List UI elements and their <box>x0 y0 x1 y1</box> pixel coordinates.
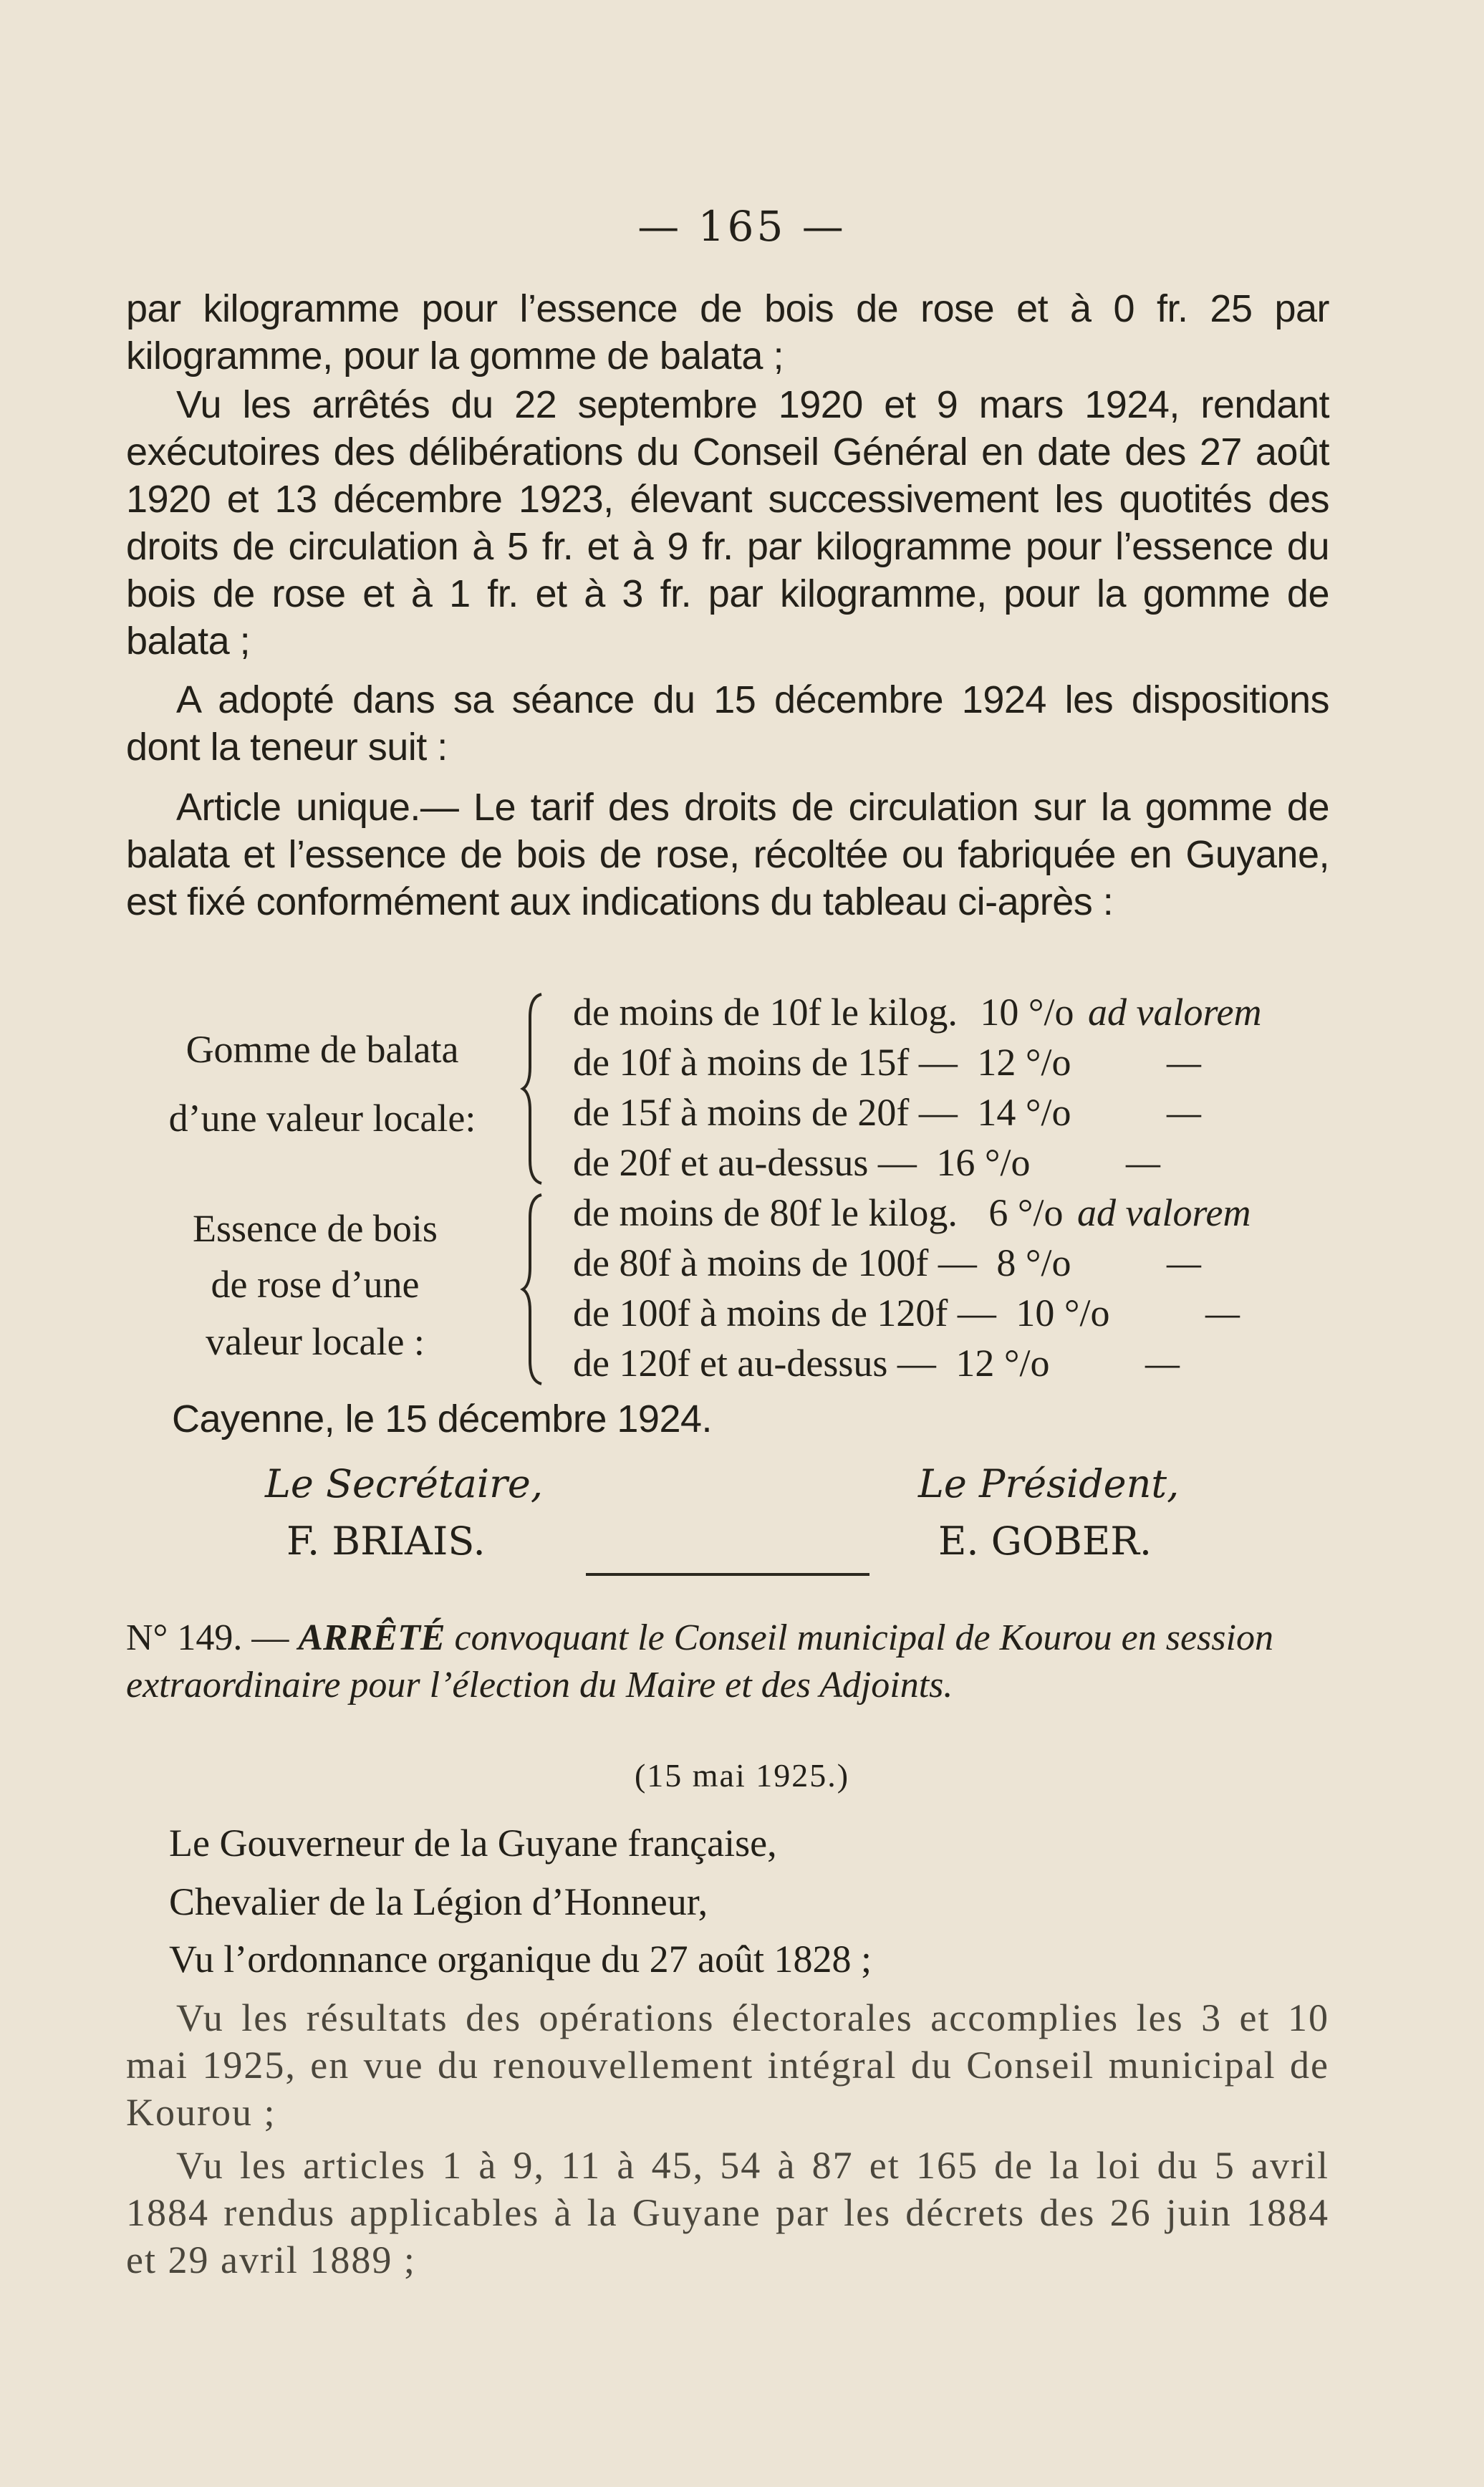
balata-row-4-note: — <box>1126 1141 1161 1184</box>
balata-brace-icon <box>520 988 549 1189</box>
balata-row-3-rate: 14 °/o <box>977 1091 1071 1134</box>
vu-resultats: Vu les résultats des opérations électorales accomplies les 3 et 10 mai 1925, en vue du renouvellement intégral du Conseil municipal de Kourou ; <box>126 1996 1329 2134</box>
rose-row-3-note: — <box>1205 1291 1240 1334</box>
balata-row-4 <box>573 1139 1160 1186</box>
tarif-balata <box>122 988 1339 1189</box>
rose-row-1 <box>573 1189 1251 1236</box>
balata-row-3-note: — <box>1167 1091 1202 1134</box>
rose-row-3 <box>573 1289 1240 1337</box>
rose-row-1-rate: 6 °/o <box>988 1191 1064 1234</box>
arrete-date: (15 mai 1925.) <box>634 1757 850 1794</box>
paragraph-vu-arretes: Vu les arrêtés du 22 septembre 1920 et 9 mars 1924, rendant exécutoires des délibérations du Conseil Général en date des 27 août 1920 et 13 décembre 1923, élevant successivement les quotités des droits de circulation à 5 fr. et à 9 fr. par kilogramme pour l’essence du bois de rose et à 1 fr. et à 3 fr. par kilogramme, pour la gomme de balata ; <box>126 383 1329 663</box>
balata-row-3 <box>573 1089 1201 1136</box>
balata-label-line2: d’une valeur locale: <box>168 1097 476 1140</box>
paragraph-adopte: A adopté dans sa séance du 15 décembre 1924 les dispositions dont la teneur suit : <box>126 678 1329 769</box>
balata-label-line1: Gomme de balata <box>186 1028 459 1071</box>
rose-row-2 <box>573 1239 1201 1286</box>
balata-row-2-text: de 10f à moins de 15f — <box>573 1041 958 1084</box>
balata-row-4-text: de 20f et au-dessus — <box>573 1141 917 1184</box>
paragraph-article-unique: Article unique.— Le tarif des droits de circulation sur la gomme de balata et l’essence de bois de rose, récoltée ou fabriquée en Guyane, est fixé conformément aux indications du tableau ci-après : <box>126 786 1329 923</box>
paragraph-kilogramme: par kilogramme pour l’essence de bois de rose et à 0 fr. 25 par kilogramme, pour la gomme de balata ; <box>126 287 1329 377</box>
rose-row-1-text: de moins de 80f le kilog. <box>573 1191 958 1234</box>
president-role: Le Président, <box>918 1461 1180 1506</box>
separator-rule <box>586 1573 869 1576</box>
rose-row-2-text: de 80f à moins de 100f — <box>573 1241 977 1284</box>
rose-row-2-rate: 8 °/o <box>996 1241 1071 1284</box>
place-date: Cayenne, le 15 décembre 1924. <box>172 1398 713 1440</box>
rose-label-line3: valeur locale : <box>206 1320 425 1363</box>
arrete-description: convoquant le Conseil municipal de Kourou en session extraordinaire pour l’élection du Maire et des Adjoints. <box>126 1617 1273 1706</box>
rose-row-3-rate: 10 °/o <box>1016 1291 1110 1334</box>
arrete-number: N° 149. — <box>126 1617 289 1658</box>
rose-brace-icon <box>520 1189 549 1390</box>
rose-row-4-rate: 12 °/o <box>955 1342 1050 1385</box>
balata-row-3-text: de 15f à moins de 20f — <box>573 1091 958 1134</box>
president-name: E. GOBER. <box>938 1519 1152 1564</box>
secretaire-role: Le Secrétaire, <box>265 1461 544 1506</box>
balata-row-4-rate: 16 °/o <box>936 1141 1031 1184</box>
chevalier-line: Chevalier de la Légion d’Honneur, <box>169 1880 708 1923</box>
page-number: — 165 — <box>637 202 847 251</box>
gouverneur-line: Le Gouverneur de la Guyane française, <box>169 1822 777 1865</box>
balata-row-1 <box>573 988 1261 1036</box>
rose-row-4-note: — <box>1145 1342 1180 1385</box>
rose-label-line2: de rose d’une <box>211 1263 420 1306</box>
balata-row-2 <box>573 1039 1201 1086</box>
rose-row-3-text: de 100f à moins de 120f — <box>573 1291 996 1334</box>
balata-row-2-rate: 12 °/o <box>977 1041 1071 1084</box>
arrete-title: ARRÊTÉ <box>298 1617 445 1658</box>
balata-row-1-note: ad valorem <box>1088 991 1262 1034</box>
balata-row-2-note: — <box>1167 1041 1202 1084</box>
vu-articles: Vu les articles 1 à 9, 11 à 45, 54 à 87 et 165 de la loi du 5 avril 1884 rendus applicables à la Guyane par les décrets des 26 juin 1884 et 29 avril 1889 ; <box>126 2144 1329 2281</box>
vu-ordonnance: Vu l’ordonnance organique du 27 août 1828 ; <box>169 1938 872 1981</box>
rose-row-1-note: ad valorem <box>1077 1191 1251 1234</box>
rose-row-4-text: de 120f et au-dessus — <box>573 1342 936 1385</box>
arrete-heading <box>126 1615 1329 1709</box>
balata-row-1-text: de moins de 10f le kilog. <box>573 991 958 1034</box>
rose-row-2-note: — <box>1167 1241 1202 1284</box>
balata-row-1-rate: 10 °/o <box>980 991 1074 1034</box>
secretaire-name: F. BRIAIS. <box>286 1519 486 1564</box>
rose-label-line1: Essence de bois <box>193 1207 438 1250</box>
tarif-bois-de-rose <box>122 1189 1339 1390</box>
rose-row-4 <box>573 1339 1180 1387</box>
